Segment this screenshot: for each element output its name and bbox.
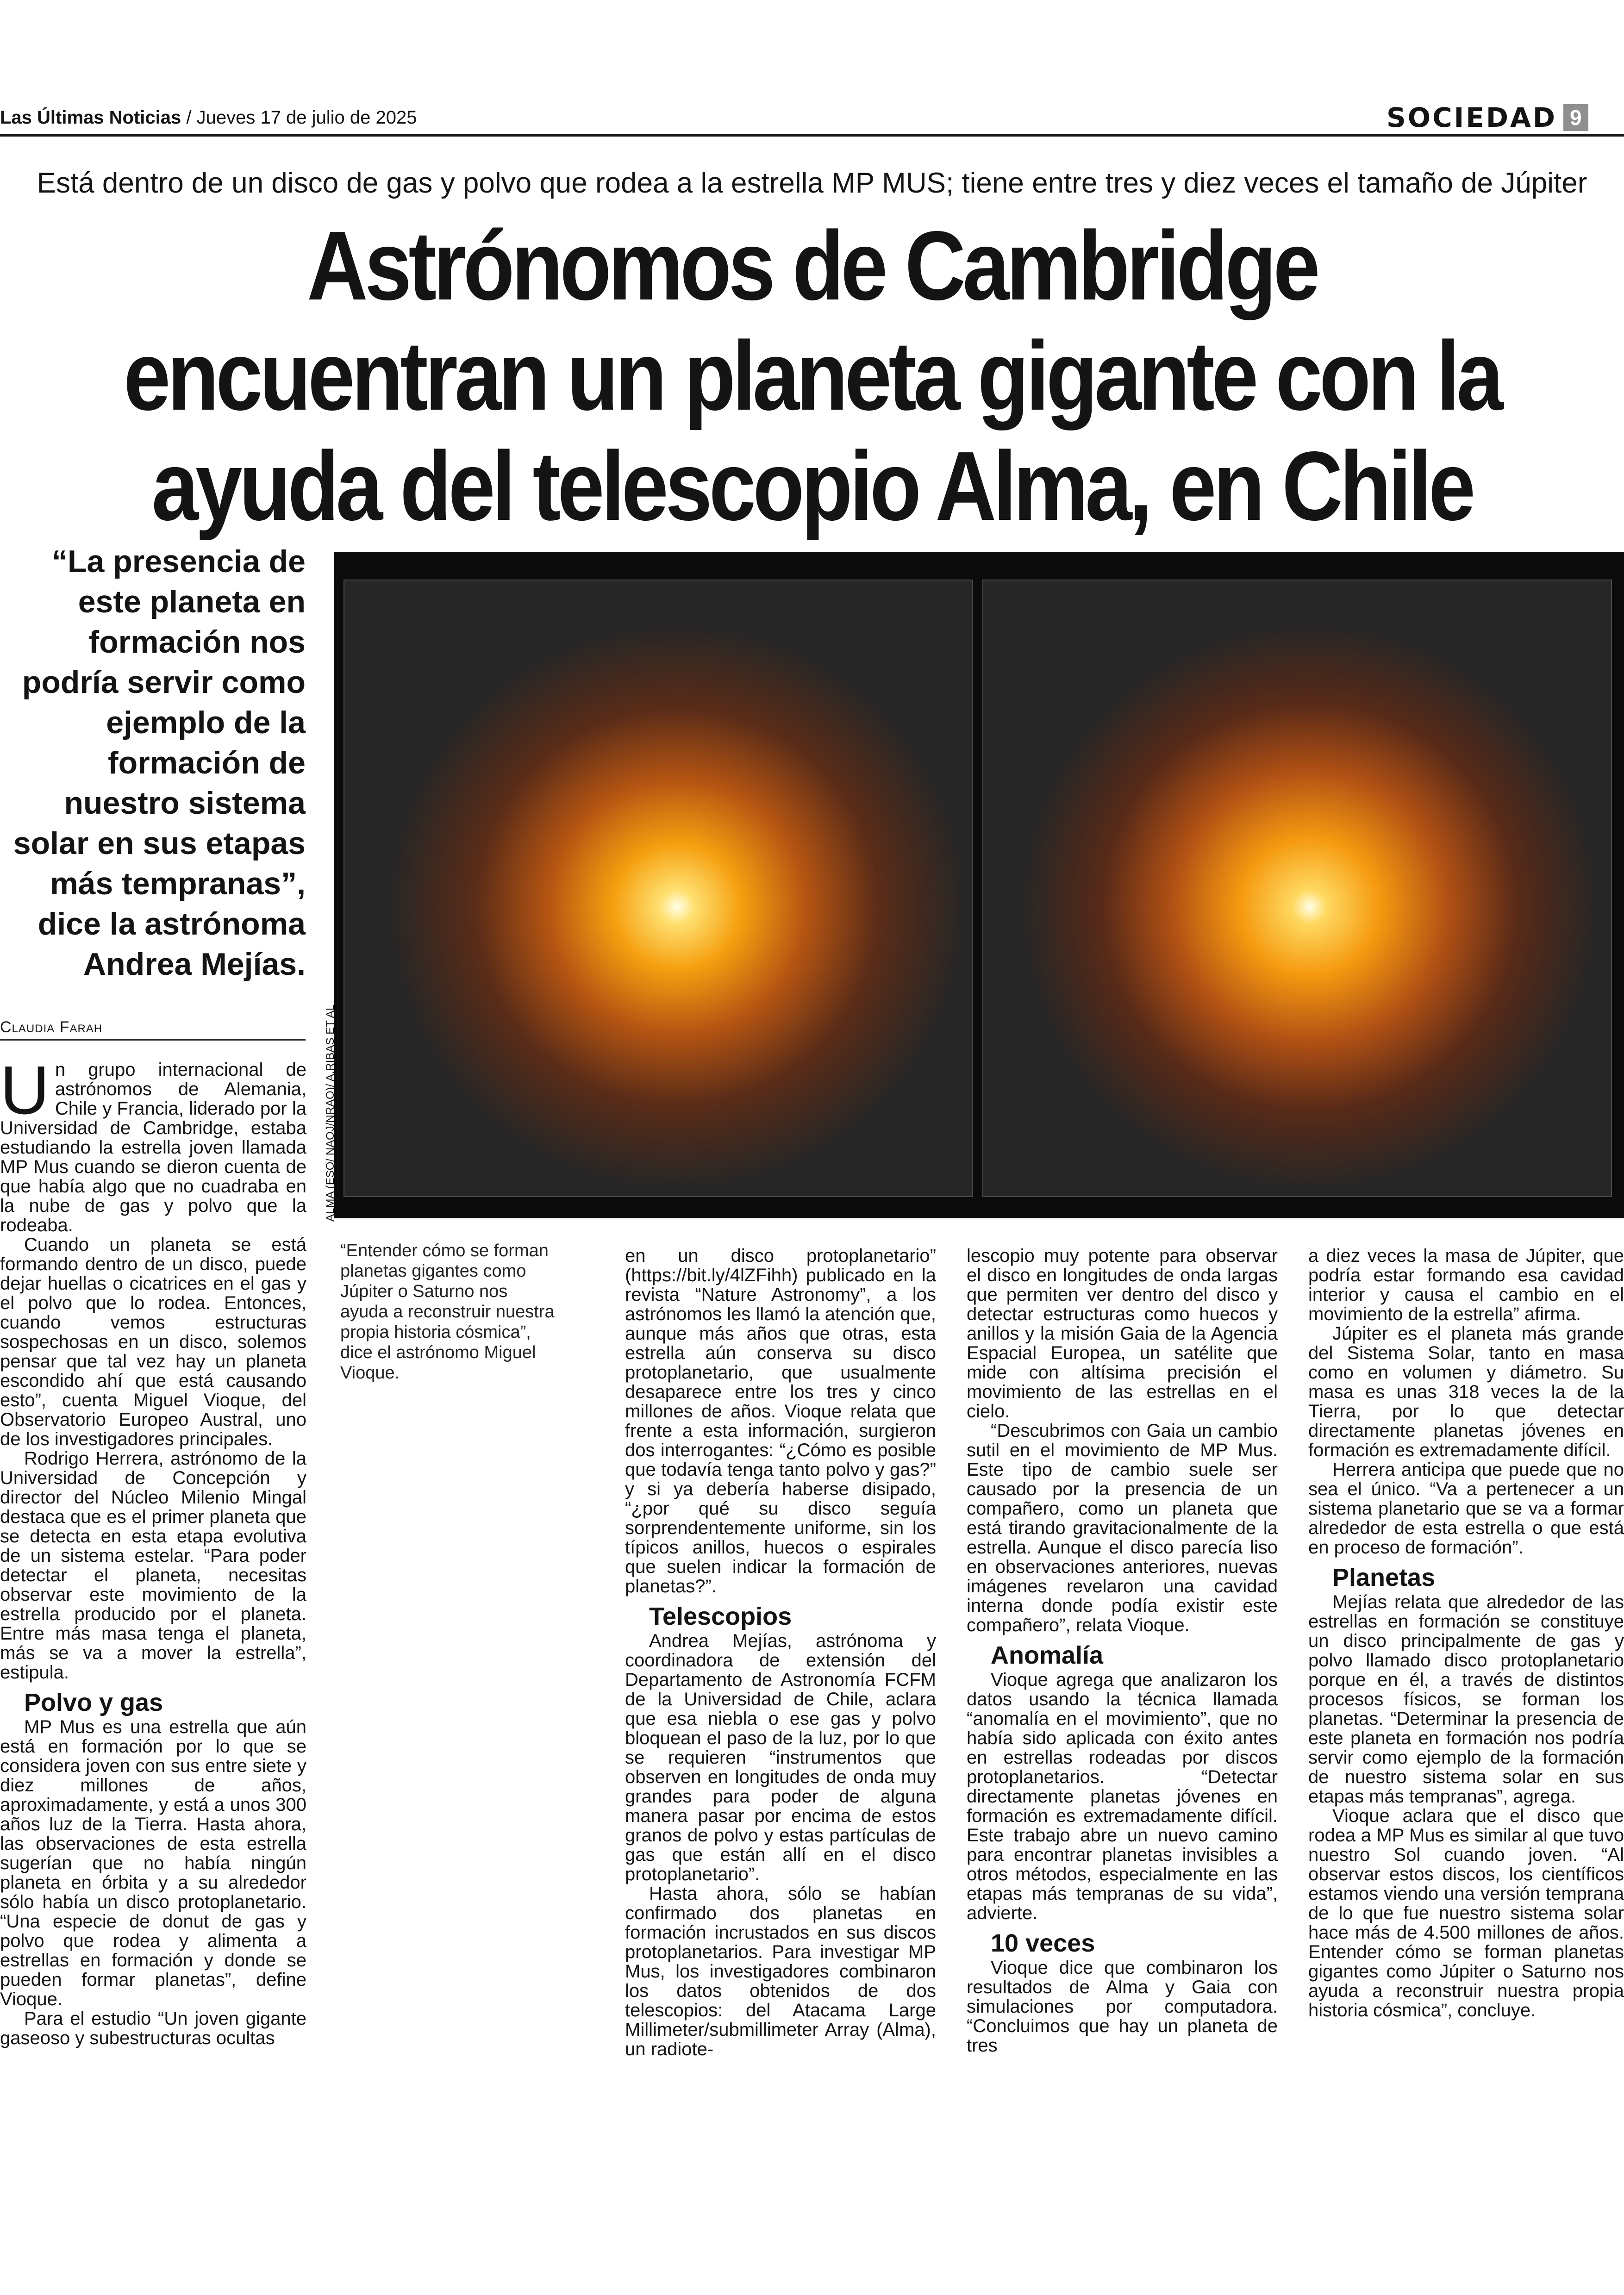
subheading: Telescopios bbox=[649, 1603, 792, 1630]
byline: Claudia Farah bbox=[0, 1018, 306, 1041]
paragraph: Júpiter es el planeta más grande del Sistema Solar, tanto en masa como en volumen y diámetro. Su masa es unas 318 veces la de la Tierra, por lo que detectar directamente planetas jóvenes en formación es extremadamente difícil. bbox=[1308, 1323, 1624, 1460]
paragraph: Rodrigo Herrera, astrónomo de la Universidad de Concepción y director del Núcleo Milenio Mingal destaca que es el primer planeta que se detecta en esta etapa evolutiva de un sistema estelar. “Para poder detectar el planeta, necesitas observar este movimiento de la estrella producido por el planeta. Entre más masa tenga el planeta, más se va a mover la estrella”, estipula. bbox=[0, 1448, 306, 1683]
subheading: Polvo y gas bbox=[24, 1689, 163, 1716]
article-column-3 bbox=[625, 1246, 936, 2059]
article-column-4 bbox=[967, 1246, 1278, 2055]
photo-caption: “Entender cómo se forman planetas gigantes como Júpiter o Saturno nos ayuda a reconstruir nuestra propia historia cósmica”, dice el astrónomo Miguel Vioque. bbox=[340, 1241, 555, 1383]
photo-credit: ALMA (ESO/ NAOJ/NRAO)/ A.RIBAS ET AL bbox=[324, 1004, 337, 1222]
kicker: Está dentro de un disco de gas y polvo que rodea a la estrella MP MUS; tiene entre tres y diez veces el tamaño de Júpiter bbox=[37, 167, 1587, 199]
paragraph: Para el estudio “Un joven gigante gaseoso y subestructuras ocultas bbox=[0, 2008, 306, 2048]
header-rule bbox=[0, 134, 1624, 137]
section-label bbox=[1387, 103, 1588, 132]
paragraph: MP Mus es una estrella que aún está en formación por lo que se considera joven con sus entre siete y diez millones de años, aproximadamente, y está a unos 300 años luz de la Tierra. Hasta ahora, las observaciones de esta estrella sugerían que no había ningún planeta en órbita y a su alrededor sólo había un disco protoplanetario. “Una especie de donut de gas y polvo que rodea y alimenta a estrellas en formación y donde se pueden formar planetas”, define Vioque. bbox=[0, 1717, 306, 2009]
paragraph: Mejías relata que alrededor de las estrellas en formación se constituye un disco principalmente de gas y polvo llamado disco protoplanetario porque en él, a través de distintos procesos físicos, se forman los planetas. “Determinar la presencia de este planeta en formación nos podría servir como ejemplo de la formación de nuestro sistema solar en sus etapas más tempranas”, agrega. bbox=[1308, 1592, 1624, 1807]
pull-quote: “La presencia de este planeta en formación nos podría servir como ejemplo de la formación de nuestro sistema solar en sus etapas más tempranas”, dice la astrónoma Andrea Mejías. bbox=[13, 544, 306, 982]
subheading: Anomalía bbox=[991, 1641, 1104, 1669]
section-name: SOCIEDAD bbox=[1387, 102, 1557, 133]
paragraph: Herrera anticipa que puede que no sea el único. “Va a pertenecer a un sistema planetario que se va a formar alrededor de esta estrella o que está en proceso de formación”. bbox=[1308, 1459, 1624, 1558]
photo-alma-disk bbox=[334, 552, 1624, 1218]
paragraph: “Descubrimos con Gaia un cambio sutil en el movimiento de MP Mus. Este tipo de cambio suele ser causado por la presencia de un compañero, como un planeta que está tirando gravitacionalmente de la estrella. Aunque el disco parecía liso en observaciones anteriores, nuevas imágenes revelaron una cavidad interna donde podía existir este compañero”, relata Vioque. bbox=[967, 1421, 1278, 1635]
disk-image-right bbox=[982, 580, 1612, 1197]
paragraph: Vioque aclara que el disco que rodea a MP Mus es similar al que tuvo nuestro Sol cuando joven. “Al observar estos discos, los científicos estamos viendo una versión temprana de lo que fue nuestro sistema solar hace más de 4.500 millones de años. Entender cómo se forman planetas gigantes como Júpiter o Saturno nos ayuda a reconstruir nuestra propia historia cósmica”, concluye. bbox=[1308, 1806, 1624, 2021]
subheading: Planetas bbox=[1332, 1564, 1436, 1591]
masthead-line bbox=[0, 107, 417, 128]
glow-left bbox=[344, 580, 972, 1196]
paragraph-text: n grupo internacional de astrónomos de Alemania, Chile y Francia, liderado por la Universidad de Cambridge, estaba estudiando la estrella joven llamada MP Mus cuando se dieron cuenta de que había algo que no cuadraba en la nube de gas y polvo que la rodeaba. bbox=[0, 1060, 306, 1235]
subheading: 10 veces bbox=[991, 1929, 1095, 1957]
issue-date: / Jueves 17 de julio de 2025 bbox=[181, 107, 417, 128]
paragraph: lescopio muy potente para observar el disco en longitudes de onda largas que permiten ver dentro del disco y detectar estructuras como huecos y anillos y la misión Gaia de la Agencia Espacial Europea, un satélite que mide con altísima precisión el movimiento de las estrellas en el cielo. bbox=[967, 1246, 1278, 1422]
paragraph bbox=[0, 1052, 306, 1235]
article-column-5 bbox=[1308, 1246, 1624, 2020]
paragraph: Andrea Mejías, astrónoma y coordinadora de extensión del Departamento de Astronomía FCFM de la Universidad de Chile, aclara que esa niebla o ese gas y polvo bloquean el paso de la luz, por lo que se requieren “instrumentos que observen en longitudes de onda muy grandes para poder de alguna manera pasar por encima de estos granos de polvo y estas partículas de gas que están allí en el disco protoplanetario”. bbox=[625, 1631, 936, 1884]
paragraph: a diez veces la masa de Júpiter, que podría estar formando esa cavidad interior y causa el cambio en el movimiento de la estrella” afirma. bbox=[1308, 1246, 1624, 1324]
publication-name: Las Últimas Noticias bbox=[0, 107, 181, 128]
article-column-1 bbox=[0, 1052, 306, 2048]
paragraph: en un disco protoplanetario” (https://bit.ly/4lZFihh) publicado en la revista “Nature Astronomy”, a los astrónomos les llamó la atención que, aunque más años que otras, esta estrella aún conserva su disco protoplanetario, que usualmente desaparece entre los tres y cinco millones de años. Vioque relata que frente a esta información, surgieron dos interrogantes: “¿Cómo es posible que todavía tenga tanto polvo y gas?” y si ya debería haberse disipado, “¿por qué su disco seguía sorprendentemente uniforme, sin los típicos anillos, huecos o espirales que suelen indicar la formación de planetas?”. bbox=[625, 1246, 936, 1597]
paragraph: Hasta ahora, sólo se habían confirmado dos planetas en formación incrustados en sus discos protoplanetarios. Para investigar MP Mus, los investigadores combinaron los datos obtenidos de dos telescopios: del Atacama Large Millimeter/submillimeter Array (Alma), un radiote- bbox=[625, 1883, 936, 2059]
page-number: 9 bbox=[1563, 104, 1588, 131]
glow-right bbox=[983, 580, 1611, 1196]
disk-image-left bbox=[344, 580, 973, 1197]
drop-cap: U bbox=[0, 1052, 50, 1129]
paragraph: Vioque agrega que analizaron los datos usando la técnica llamada “anomalía en el movimiento”, que no había sido aplicada con éxito antes en estrellas rodeadas por discos protoplanetarios. “Detectar directamente planetas jóvenes en formación es extremadamente difícil. Este trabajo abre un nuevo camino para encontrar planetas invisibles a otros métodos, especialmente en las etapas más tempranas de su vida”, advierte. bbox=[967, 1670, 1278, 1923]
headline: Astrónomos de Cambridge encuentran un planeta gigante con la ayuda del telescopio Alma, en Chile bbox=[124, 211, 1500, 541]
paragraph: Vioque dice que combinaron los resultados de Alma y Gaia con simulaciones por computadora. “Concluimos que hay un planeta de tres bbox=[967, 1958, 1278, 2056]
paragraph: Cuando un planeta se está formando dentro de un disco, puede dejar huellas o cicatrices en el gas y el polvo que lo rodea. Entonces, cuando vemos estructuras sospechosas en un disco, solemos pensar que tal vez hay un planeta escondido ahí que está causando esto”, cuenta Miguel Vioque, del Observatorio Europeo Austral, uno de los investigadores principales. bbox=[0, 1235, 306, 1449]
